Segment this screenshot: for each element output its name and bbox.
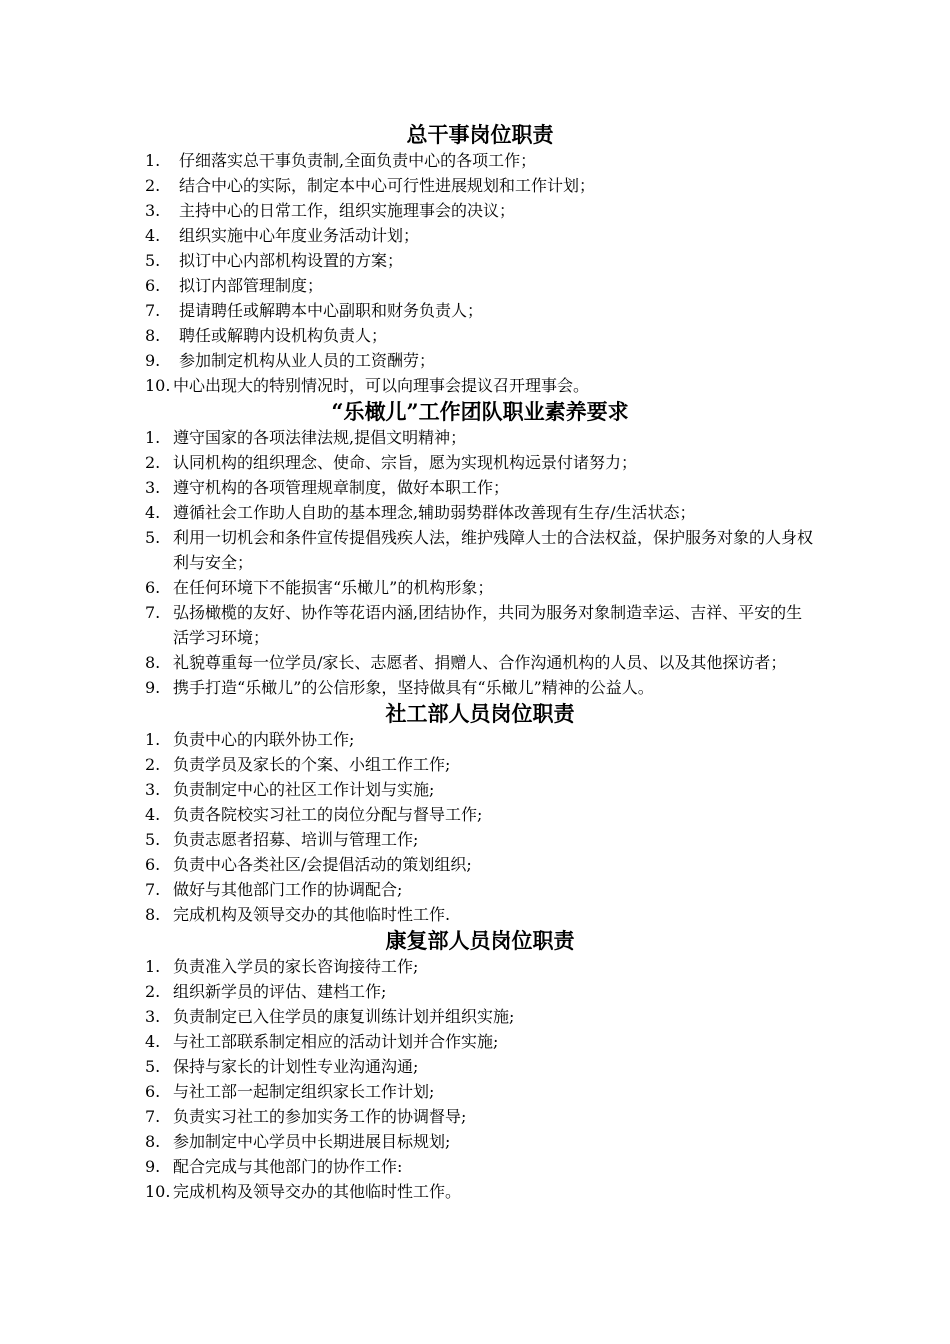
- list-item: [145, 223, 815, 248]
- item-number: 7.: [145, 1107, 161, 1126]
- section-general-director: [145, 121, 815, 398]
- item-text: 负责制定中心的社区工作计划与实施;: [173, 780, 435, 799]
- item-number: 4.: [145, 503, 161, 522]
- item-text: 礼貌尊重每一位学员/家长、志愿者、捐赠人、合作沟通机构的人员、以及其他探访者；: [173, 653, 787, 672]
- item-text: 负责中心各类社区/会提倡活动的策划组织;: [173, 855, 472, 874]
- list-item: [145, 425, 815, 450]
- item-number: 10.: [145, 376, 171, 395]
- item-number: 1.: [145, 730, 161, 749]
- list-item: [145, 323, 815, 348]
- item-text: 负责制定已入住学员的康复训练计划并组织实施;: [173, 1007, 515, 1026]
- item-text: 负责学员及家长的个案、小组工作工作;: [173, 755, 451, 774]
- item-text: 遵守国家的各项法律法规,提倡文明精神；: [173, 428, 467, 447]
- list-item: [145, 1104, 815, 1129]
- item-text: 做好与其他部门工作的协调配合;: [173, 880, 403, 899]
- item-number: 2.: [145, 755, 161, 774]
- item-text: 携手打造“乐橄儿”的公信形象，坚持做具有“乐橄儿”精神的公益人。: [173, 678, 654, 697]
- item-text: 拟订中心内部机构设置的方案；: [179, 251, 404, 270]
- item-number: 1.: [145, 957, 161, 976]
- item-number: 6.: [145, 855, 161, 874]
- item-number: 9.: [145, 1157, 161, 1176]
- item-text: 负责中心的内联外协工作;: [173, 730, 355, 749]
- item-text: 结合中心的实际，制定本中心可行性进展规划和工作计划；: [179, 176, 596, 195]
- item-number: 10.: [145, 1182, 171, 1201]
- item-text: 完成机构及领导交办的其他临时性工作。: [173, 1182, 462, 1201]
- item-number: 5.: [145, 528, 161, 547]
- section-rehabilitation-dept: [145, 927, 815, 1204]
- item-number: 5.: [145, 830, 161, 849]
- item-text: 认同机构的组织理念、使命、宗旨，愿为实现机构远景付诸努力；: [173, 453, 638, 472]
- item-number: 1.: [145, 151, 161, 170]
- item-number: 5.: [145, 1057, 161, 1076]
- item-number: 8.: [145, 905, 161, 924]
- item-text: 在任何环境下不能损害“乐橄儿”的机构形象；: [173, 578, 494, 597]
- item-text: 中心出现大的特别情况时，可以向理事会提议召开理事会。: [173, 376, 590, 395]
- list-item: [145, 979, 815, 1004]
- list-item: [145, 650, 815, 675]
- section-title: 总干事岗位职责: [406, 122, 554, 147]
- list-item: [145, 348, 815, 373]
- list-item: [145, 1179, 815, 1204]
- item-text: 聘任或解聘内设机构负责人；: [179, 326, 388, 345]
- item-text: 组织实施中心年度业务活动计划；: [179, 226, 420, 245]
- item-text: 负责志愿者招募、培训与管理工作;: [173, 830, 419, 849]
- section-social-work-dept: [145, 700, 815, 927]
- item-number: 6.: [145, 276, 161, 295]
- section-title: 社工部人员岗位职责: [385, 701, 575, 726]
- list-item: [145, 1054, 815, 1079]
- item-text: 参加制定机构从业人员的工资酬劳；: [179, 351, 436, 370]
- item-number: 3.: [145, 201, 161, 220]
- item-text: 组织新学员的评估、建档工作;: [173, 982, 387, 1001]
- list-item: [145, 600, 815, 650]
- list-item: [145, 173, 815, 198]
- item-number: 6.: [145, 578, 161, 597]
- list-item: [145, 1029, 815, 1054]
- list-item: [145, 298, 815, 323]
- item-number: 2.: [145, 176, 161, 195]
- item-number: 2.: [145, 453, 161, 472]
- item-number: 4.: [145, 805, 161, 824]
- item-number: 9.: [145, 678, 161, 697]
- item-text: 遵守机构的各项管理规章制度，做好本职工作；: [173, 478, 510, 497]
- item-text: 负责各院校实习社工的岗位分配与督导工作;: [173, 805, 483, 824]
- item-number: 6.: [145, 1082, 161, 1101]
- list-item: [145, 777, 815, 802]
- list-item: [145, 273, 815, 298]
- item-text: 拟订内部管理制度；: [179, 276, 324, 295]
- list-item: [145, 877, 815, 902]
- list-item: [145, 827, 815, 852]
- item-number: 4.: [145, 1032, 161, 1051]
- item-text: 负责实习社工的参加实务工作的协调督导;: [173, 1107, 467, 1126]
- list-item: [145, 575, 815, 600]
- list-item: [145, 902, 815, 927]
- item-number: 5.: [145, 251, 161, 270]
- section-title: 康复部人员岗位职责: [385, 928, 575, 953]
- item-number: 3.: [145, 1007, 161, 1026]
- item-text: 弘扬橄榄的友好、协作等花语内涵,团结协作，共同为服务对象制造幸运、吉祥、平安的生活学习环境；: [173, 603, 803, 647]
- list-item: [145, 1129, 815, 1154]
- item-number: 8.: [145, 326, 161, 345]
- section-title: “乐橄儿”工作团队职业素养要求: [331, 399, 629, 424]
- list-item: [145, 450, 815, 475]
- item-text: 负责准入学员的家长咨询接待工作;: [173, 957, 419, 976]
- item-number: 8.: [145, 653, 161, 672]
- list-item: [145, 475, 815, 500]
- item-number: 7.: [145, 301, 161, 320]
- item-number: 8.: [145, 1132, 161, 1151]
- item-number: 2.: [145, 982, 161, 1001]
- list-item: [145, 1154, 815, 1179]
- item-text: 保持与家长的计划性专业沟通沟通;: [173, 1057, 419, 1076]
- duty-list: [145, 954, 815, 1204]
- duty-list: [145, 148, 815, 398]
- list-item: [145, 373, 815, 398]
- requirement-list: [145, 425, 815, 700]
- list-item: [145, 525, 815, 575]
- list-item: [145, 198, 815, 223]
- item-number: 1.: [145, 428, 161, 447]
- list-item: [145, 752, 815, 777]
- item-text: 配合完成与其他部门的协作工作:: [173, 1157, 403, 1176]
- list-item: [145, 1079, 815, 1104]
- item-number: 9.: [145, 351, 161, 370]
- section-team-requirements: [145, 398, 815, 700]
- document-content: [145, 121, 815, 1204]
- list-item: [145, 248, 815, 273]
- list-item: [145, 954, 815, 979]
- item-text: 完成机构及领导交办的其他临时性工作.: [173, 905, 451, 924]
- list-item: [145, 500, 815, 525]
- item-text: 主持中心的日常工作，组织实施理事会的决议；: [179, 201, 516, 220]
- list-item: [145, 802, 815, 827]
- item-number: 7.: [145, 603, 161, 622]
- item-number: 7.: [145, 880, 161, 899]
- item-text: 参加制定中心学员中长期进展目标规划;: [173, 1132, 451, 1151]
- item-number: 4.: [145, 226, 161, 245]
- item-text: 与社工部一起制定组织家长工作计划;: [173, 1082, 435, 1101]
- item-text: 遵循社会工作助人自助的基本理念,辅助弱势群体改善现有生存/生活状态；: [173, 503, 696, 522]
- item-text: 与社工部联系制定相应的活动计划并合作实施;: [173, 1032, 499, 1051]
- list-item: [145, 727, 815, 752]
- item-text: 提请聘任或解聘本中心副职和财务负责人；: [179, 301, 484, 320]
- list-item: [145, 852, 815, 877]
- list-item: [145, 1004, 815, 1029]
- item-text: 利用一切机会和条件宣传提倡残疾人法，维护残障人士的合法权益，保护服务对象的人身权利与安全；: [173, 528, 814, 572]
- list-item: [145, 675, 815, 700]
- item-number: 3.: [145, 780, 161, 799]
- duty-list: [145, 727, 815, 927]
- list-item: [145, 148, 815, 173]
- item-text: 仔细落实总干事负责制,全面负责中心的各项工作；: [179, 151, 537, 170]
- item-number: 3.: [145, 478, 161, 497]
